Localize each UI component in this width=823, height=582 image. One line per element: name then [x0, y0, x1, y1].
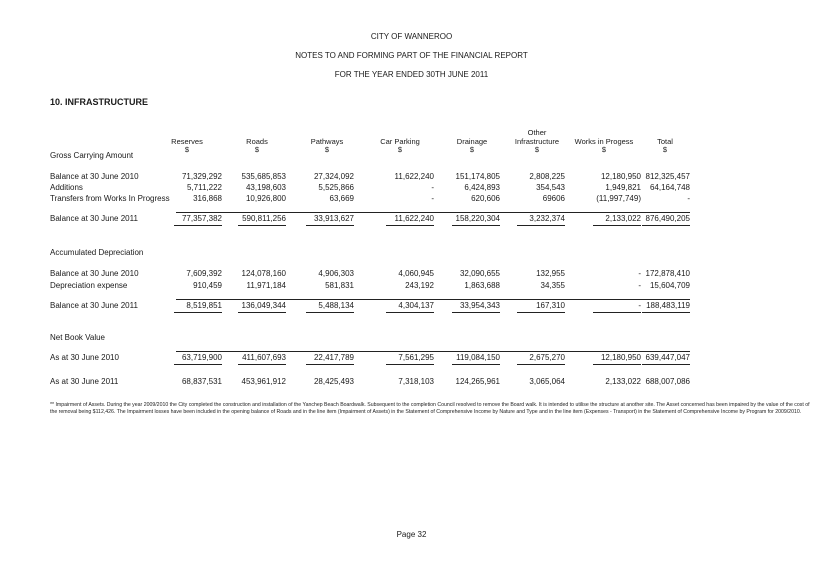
table-cell: 136,049,344	[241, 301, 286, 310]
total-rule-bottom	[306, 225, 354, 226]
total-rule-top	[176, 212, 690, 213]
table-cell: -	[638, 269, 641, 278]
table-cell: 4,304,137	[398, 301, 434, 310]
section-gross: Gross Carrying Amount	[50, 151, 134, 160]
table-cell: 33,954,343	[459, 301, 500, 310]
total-rule-bottom	[642, 225, 690, 226]
total-rule-bottom	[642, 312, 690, 313]
table-cell: 535,685,853	[241, 172, 286, 181]
table-cell: 34,355	[540, 281, 565, 290]
table-cell: 5,525,866	[318, 183, 354, 192]
total-rule-bottom	[386, 364, 434, 365]
table-cell: 28,425,493	[313, 377, 354, 386]
total-rule-bottom	[452, 312, 500, 313]
table-cell: 11,622,240	[394, 172, 434, 181]
table-cell: 1,863,688	[464, 281, 500, 290]
table-cell: 243,192	[405, 281, 434, 290]
table-cell: 22,417,789	[313, 353, 354, 362]
row-label: Additions	[50, 183, 83, 192]
table-cell: -	[431, 183, 434, 192]
table-cell: 32,090,655	[459, 269, 500, 278]
table-cell: 15,604,709	[649, 281, 690, 290]
table-cell: 12,180,950	[600, 172, 641, 181]
column-header: Works in Progess	[574, 137, 634, 146]
table-cell: 27,324,092	[313, 172, 354, 181]
table-cell: 63,719,900	[181, 353, 222, 362]
table-cell: 2,675,270	[529, 353, 565, 362]
table-cell: 639,447,047	[645, 353, 690, 362]
table-cell: 7,561,295	[398, 353, 434, 362]
table-cell: 2,133,022	[605, 214, 641, 223]
table-cell: 77,357,382	[181, 214, 222, 223]
column-unit: $	[397, 145, 403, 154]
table-cell: -	[638, 281, 641, 290]
table-cell: 68,837,531	[181, 377, 222, 386]
total-rule-bottom	[174, 364, 222, 365]
table-cell: 2,133,022	[605, 377, 641, 386]
section-accumulated: Accumulated Depreciation	[50, 248, 144, 257]
table-cell: 151,174,805	[455, 172, 500, 181]
table-cell: 69606	[542, 194, 565, 203]
total-rule-bottom	[238, 225, 286, 226]
table-cell: 590,811,256	[242, 214, 286, 223]
total-rule-bottom	[306, 364, 354, 365]
table-cell: 354,543	[536, 183, 565, 192]
column-header: Total	[657, 137, 673, 146]
column-unit: $	[324, 145, 330, 154]
total-rule-bottom	[593, 312, 641, 313]
table-cell: 11,622,240	[394, 214, 434, 223]
table-cell: 11,971,184	[246, 281, 286, 290]
table-cell: 4,906,303	[318, 269, 354, 278]
table-cell: 1,949,821	[605, 183, 641, 192]
table-cell: 2,808,225	[529, 172, 565, 181]
table-cell: -	[431, 194, 434, 203]
table-cell: 316,868	[193, 194, 222, 203]
total-rule-top	[176, 351, 690, 352]
table-cell: 3,065,064	[529, 377, 565, 386]
total-rule-bottom	[306, 312, 354, 313]
report-period: FOR THE YEAR ENDED 30TH JUNE 2011	[334, 70, 489, 79]
table-cell: 6,424,893	[464, 183, 500, 192]
column-unit: $	[184, 145, 190, 154]
column-header: Drainage	[456, 137, 488, 146]
table-cell: 876,490,205	[645, 214, 690, 223]
total-rule-bottom	[593, 225, 641, 226]
table-cell: 8,519,851	[186, 301, 222, 310]
table-cell: 620,606	[471, 194, 500, 203]
org-title: CITY OF WANNEROO	[370, 32, 453, 41]
column-unit: $	[601, 145, 607, 154]
total-rule-bottom	[642, 364, 690, 365]
table-cell: 124,265,961	[455, 377, 500, 386]
table-cell: 63,669	[329, 194, 354, 203]
total-rule-top	[176, 299, 690, 300]
table-cell: -	[638, 301, 641, 310]
table-cell: 12,180,950	[600, 353, 641, 362]
column-unit: $	[254, 145, 260, 154]
total-rule-bottom	[174, 312, 222, 313]
table-cell: 688,007,086	[645, 377, 690, 386]
table-cell: 7,318,103	[398, 377, 434, 386]
total-rule-bottom	[593, 364, 641, 365]
table-cell: 71,329,292	[181, 172, 222, 181]
total-rule-bottom	[386, 225, 434, 226]
row-label: Balance at 30 June 2011	[50, 301, 138, 310]
total-rule-bottom	[517, 364, 565, 365]
column-header: Other	[527, 128, 547, 137]
table-cell: 172,878,410	[645, 269, 690, 278]
row-label: As at 30 June 2010	[50, 353, 119, 362]
footnote: ** Impairment of Assets. During the year 2009/2010 the City completed the construction and installation of the Yanchep Beach Boardwalk. Subsequent to the completion Council resolved to remove the Board walk. It is intended to utilise the structure at another site. The Asset concerned has been impaired by the value of the cost of the removal being $112,426. The Impairment losses have been included in the opening balance of Roads and in the line item (Impairment of Assets) in the Statement of Comprehensive Income by Nature and Type and in the line item (Expenses - Transport) in the Statement of Comprehensive Income by Program for 2009/2010.	[50, 402, 810, 415]
row-label: Balance at 30 June 2011	[50, 214, 138, 223]
total-rule-bottom	[174, 225, 222, 226]
total-rule-bottom	[238, 312, 286, 313]
table-cell: 4,060,945	[398, 269, 434, 278]
section-nbv: Net Book Value	[50, 333, 105, 342]
table-cell: 43,198,603	[245, 183, 286, 192]
table-cell: 158,220,304	[455, 214, 500, 223]
report-subtitle: NOTES TO AND FORMING PART OF THE FINANCIAL REPORT	[295, 51, 528, 60]
table-cell: 167,310	[536, 301, 565, 310]
table-cell: 3,232,374	[529, 214, 565, 223]
table-cell: 581,831	[325, 281, 354, 290]
table-cell: 188,483,119	[646, 301, 690, 310]
table-cell: 910,459	[193, 281, 222, 290]
total-rule-bottom	[452, 364, 500, 365]
row-label: Depreciation expense	[50, 281, 128, 290]
table-cell: 5,711,222	[187, 183, 222, 192]
table-cell: 453,961,912	[241, 377, 286, 386]
table-cell: 124,078,160	[241, 269, 286, 278]
column-header: Reserves	[171, 137, 203, 146]
table-cell: 132,955	[536, 269, 565, 278]
total-rule-bottom	[517, 225, 565, 226]
column-header: Roads	[246, 137, 268, 146]
column-unit: $	[469, 145, 475, 154]
table-cell: 119,084,150	[456, 353, 500, 362]
column-unit: $	[662, 145, 668, 154]
table-cell: 33,913,627	[313, 214, 354, 223]
table-cell: 7,609,392	[186, 269, 222, 278]
row-label: Balance at 30 June 2010	[50, 172, 139, 181]
page-number: Page 32	[396, 530, 427, 539]
row-label: As at 30 June 2011	[50, 377, 119, 386]
table-cell: (11,997,749)	[596, 194, 641, 203]
total-rule-bottom	[386, 312, 434, 313]
table-cell: 64,164,748	[649, 183, 690, 192]
total-rule-bottom	[517, 312, 565, 313]
row-label: Balance at 30 June 2010	[50, 269, 139, 278]
column-header: Pathways	[310, 137, 344, 146]
row-label: Transfers from Works In Progress	[50, 194, 170, 203]
column-unit: $	[534, 145, 540, 154]
table-cell: 5,488,134	[318, 301, 354, 310]
total-rule-bottom	[238, 364, 286, 365]
table-cell: 10,926,800	[245, 194, 286, 203]
column-header: Car Parking	[380, 137, 420, 146]
table-cell: 411,607,693	[242, 353, 286, 362]
table-cell: -	[687, 194, 690, 203]
section-title: 10. INFRASTRUCTURE	[50, 97, 149, 107]
total-rule-bottom	[452, 225, 500, 226]
column-header: Infrastructure	[514, 137, 560, 146]
table-cell: 812,325,457	[645, 172, 690, 181]
